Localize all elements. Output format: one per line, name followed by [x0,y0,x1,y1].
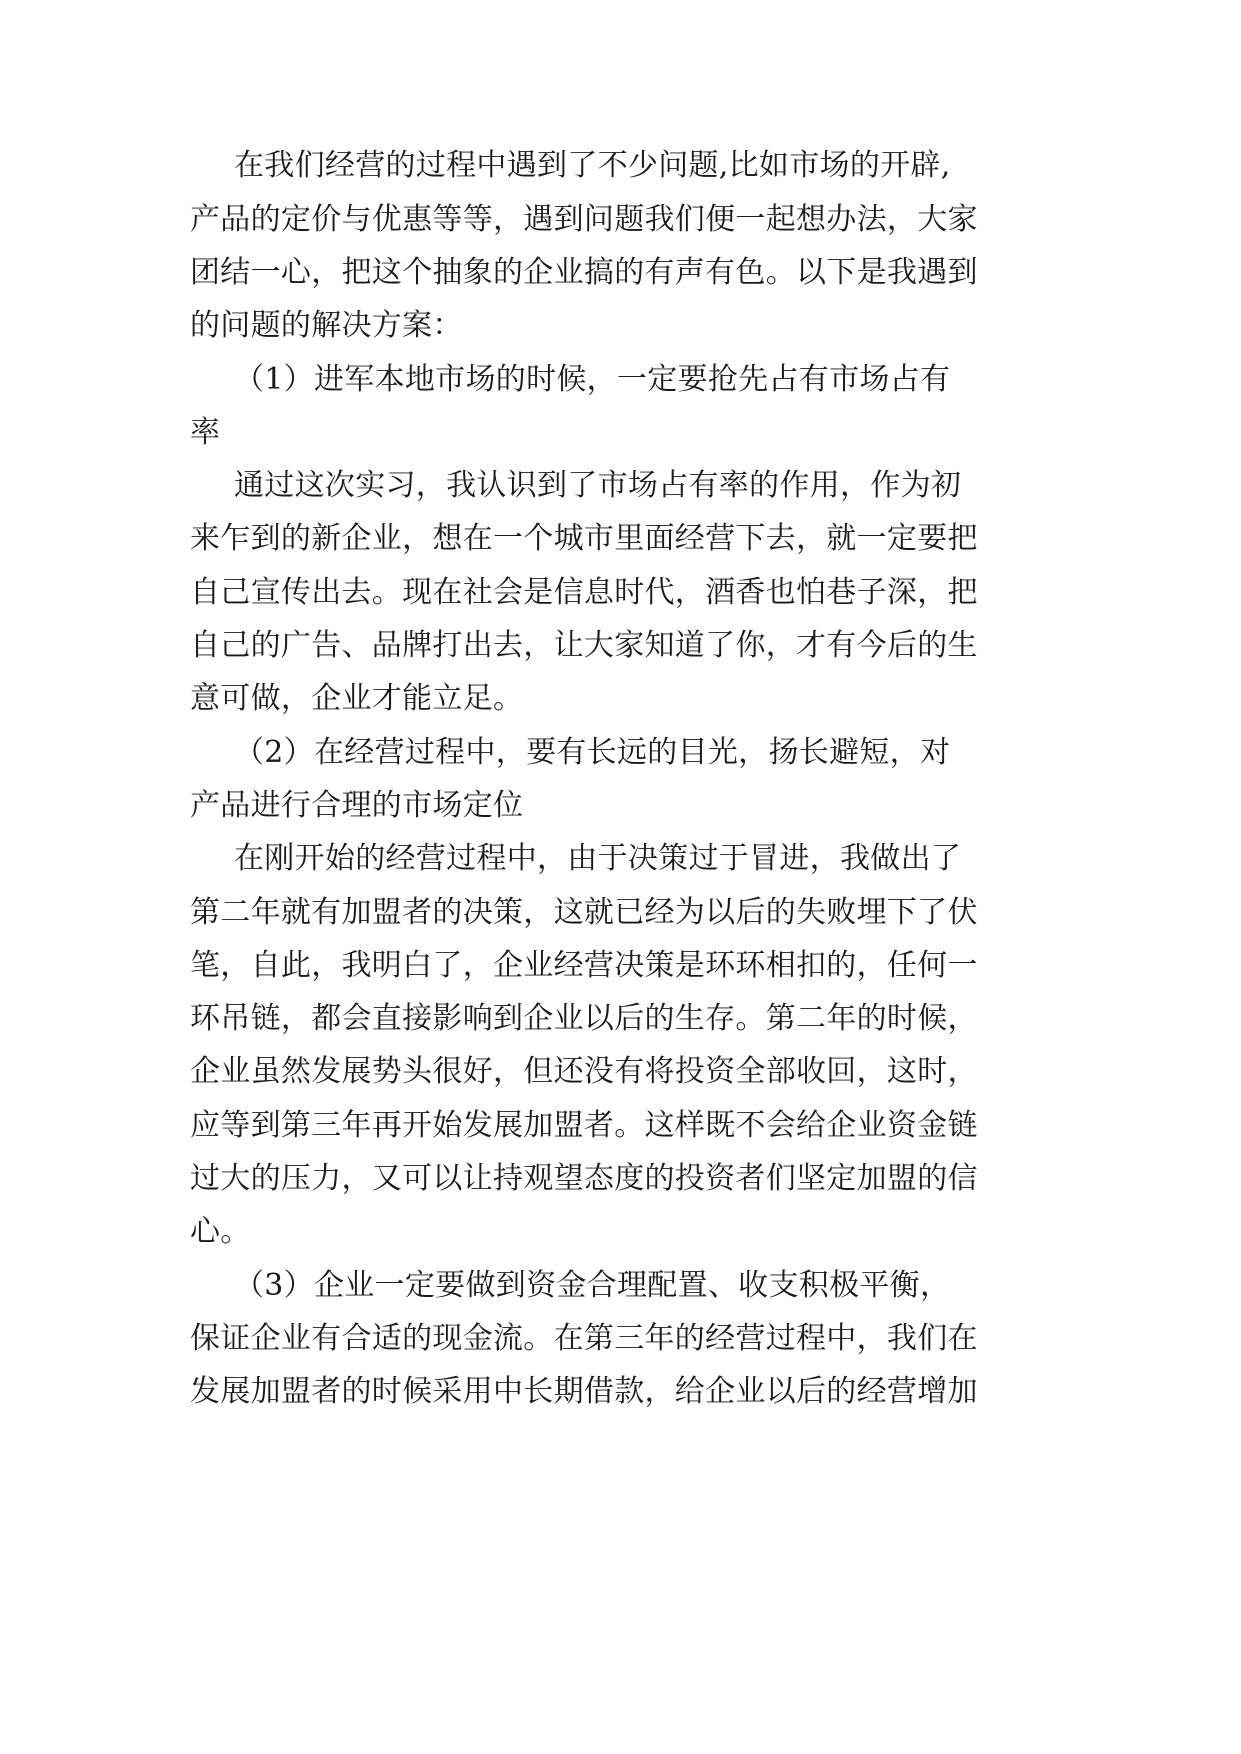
text-line: 第二年就有加盟者的决策，这就已经为以后的失败埋下了伏 [190,895,978,930]
text-line: 意可做，企业才能立足。 [190,681,524,716]
text-line: 发展加盟者的时候采用中长期借款，给企业以后的经营增加 [190,1374,978,1409]
text-line: 率 [190,415,221,450]
text-line: （2）在经营过程中，要有长远的目光，扬长避短，对 [234,735,951,770]
text-line: 笔，自此，我明白了，企业经营决策是环环相扣的，任何一 [190,948,978,983]
text-line: 心。 [190,1214,251,1249]
text-line: 企业虽然发展势头很好，但还没有将投资全部收回，这时， [190,1054,978,1089]
text-line: 自己宣传出去。现在社会是信息时代，酒香也怕巷子深，把 [190,575,978,610]
text-line: 保证企业有合适的现金流。在第三年的经营过程中，我们在 [190,1321,978,1356]
text-line: 团结一心，把这个抽象的企业搞的有声有色。以下是我遇到 [190,255,978,290]
text-line: 自己的广告、品牌打出去，让大家知道了你，才有今后的生 [190,628,978,663]
text-line: （1）进军本地市场的时候，一定要抢先占有市场占有 [234,362,951,397]
text-line: 的问题的解决方案： [190,308,463,343]
text-line: 在我们经营的过程中遇到了不少问题,比如市场的开辟, [234,148,951,183]
text-line: （3）企业一定要做到资金合理配置、收支积极平衡， [234,1268,951,1303]
text-line: 产品的定价与优惠等等，遇到问题我们便一起想办法，大家 [190,202,978,237]
text-line: 来乍到的新企业，想在一个城市里面经营下去，就一定要把 [190,521,978,556]
text-line: 在刚开始的经营过程中，由于决策过于冒进，我做出了 [234,841,962,876]
text-line: 环吊链，都会直接影响到企业以后的生存。第二年的时候， [190,1001,978,1036]
text-line: 通过这次实习，我认识到了市场占有率的作用，作为初 [234,468,962,503]
text-line: 产品进行合理的市场定位 [190,788,524,823]
text-line: 应等到第三年再开始发展加盟者。这样既不会给企业资金链 [190,1108,978,1143]
text-line: 过大的压力，又可以让持观望态度的投资者们坚定加盟的信 [190,1161,978,1196]
